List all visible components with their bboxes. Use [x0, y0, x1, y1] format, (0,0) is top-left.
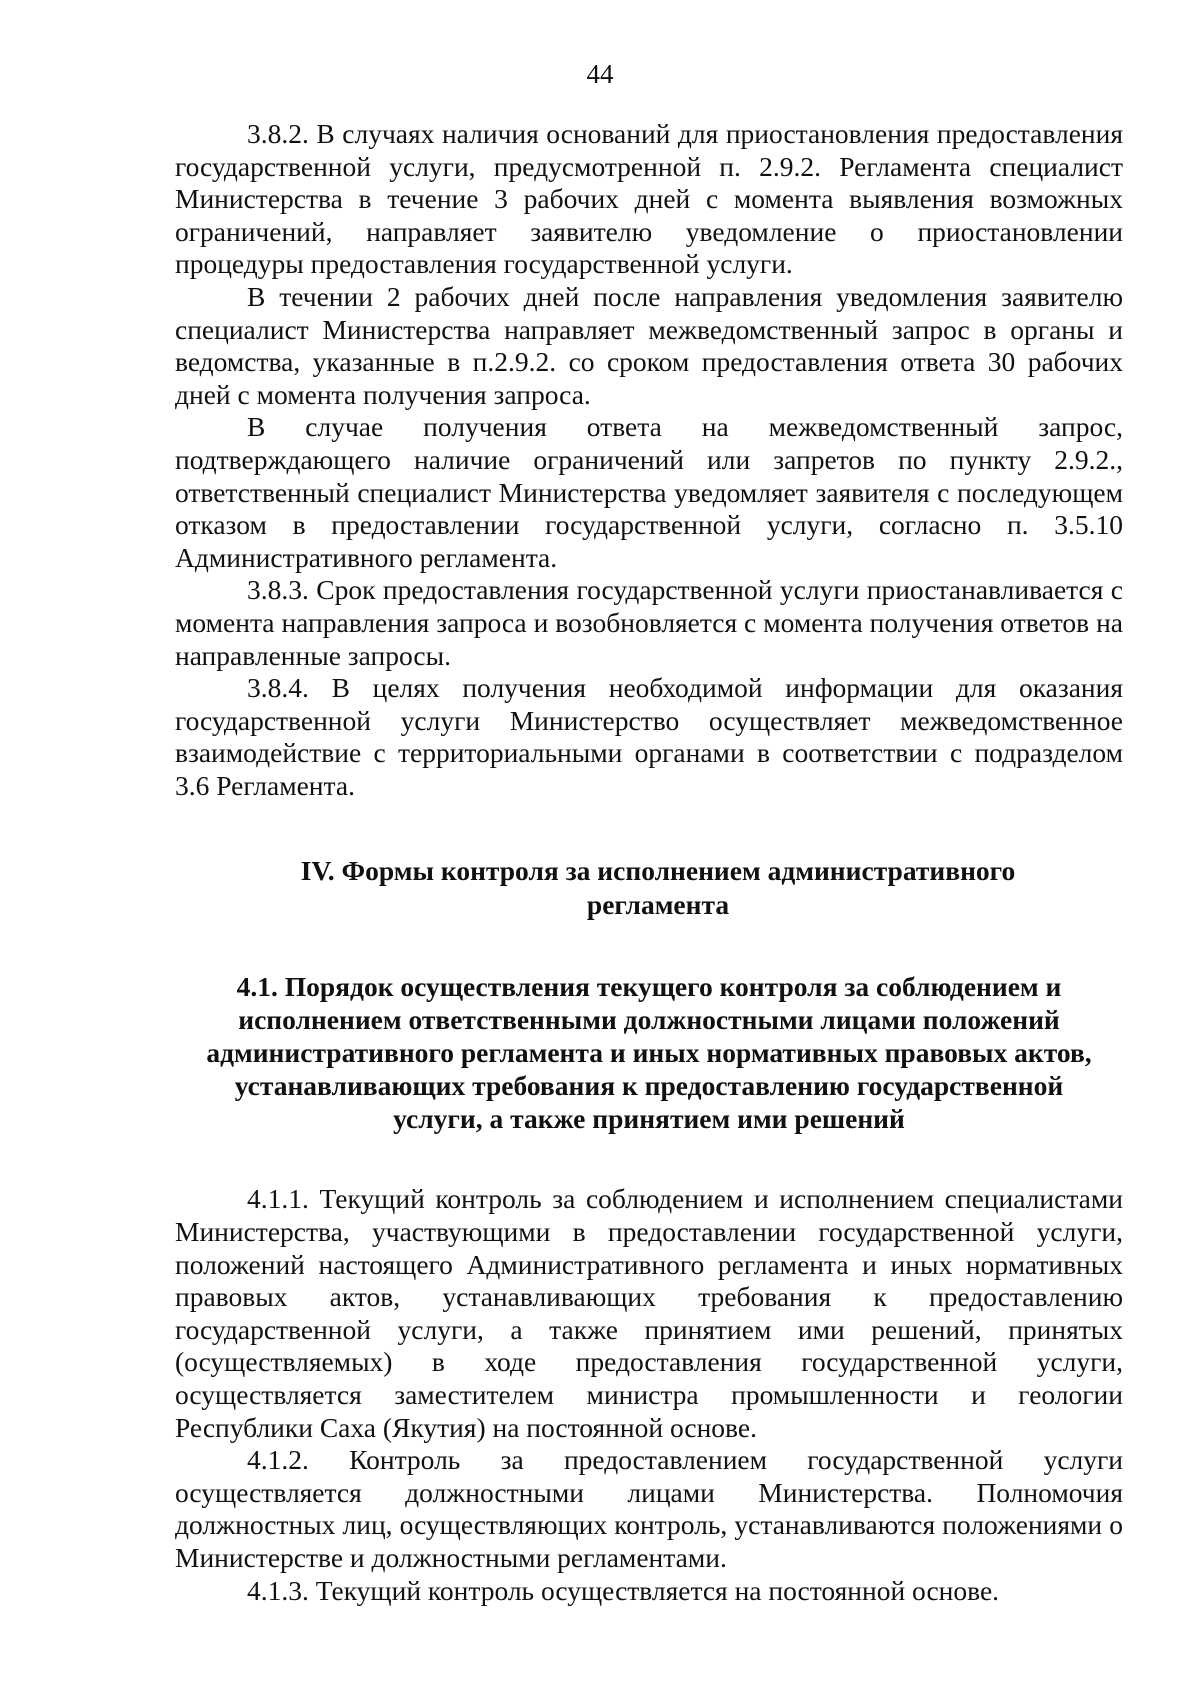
paragraph-3-8-3: 3.8.3. Срок предоставления государственной услуги приостанавливается с момента направления запроса и возобновляется с момента получения ответов на направленные запросы. — [175, 574, 1123, 671]
section-iv-heading — [175, 854, 1123, 922]
subsection-4-1-heading-line-4: устанавливающих требования к предоставлению государственной — [234, 1070, 1064, 1102]
subsection-4-1-heading-line-3: административного регламента и иных нормативных правовых актов, — [206, 1037, 1092, 1069]
page-number: 44 — [586, 59, 614, 89]
subsection-4-1-body — [175, 1183, 1123, 1607]
paragraph-interagency-request: В течении 2 рабочих дней после направления уведомления заявителю специалист Министерства направляет межведомственный запрос в органы и ведомства, указанные в п.2.9.2. со сроком предоставления ответа 30 рабочих дней с момента получения запроса. — [175, 280, 1123, 410]
section-iv-heading-line-1: IV. Формы контроля за исполнением административного — [300, 855, 1016, 887]
paragraph-3-8-4: 3.8.4. В целях получения необходимой информации для оказания государственной услуги Министерство осуществляет межведомственное взаимодействие с территориальными органами в соответствии с подразделом 3.6 Регламента. — [175, 672, 1123, 801]
paragraph-4-1-2: 4.1.2. Контроль за предоставлением государственной услуги осуществляется должностными лицами Министерства. Полномочия должностных лиц, осуществляющих контроль, устанавливаются положениями о Министерстве и должностными регламентами. — [175, 1444, 1123, 1573]
paragraph-3-8-2: 3.8.2. В случаях наличия оснований для приостановления предоставления государственной услуги, предусмотренной п. 2.9.2. Регламента специалист Министерства в течение 3 рабочих дней с момента выявления возможных ограничений, направляет заявителю уведомление о приостановлении процедуры предоставления государственной услуги. — [175, 118, 1123, 280]
paragraph-response-refusal: В случае получения ответа на межведомственный запрос, подтверждающего наличие ограничений или запретов по пункту 2.9.2., ответственный специалист Министерства уведомляет заявителя с последующем отказом в предоставлении государственной услуги, согласно п. 3.5.10 Административного регламента. — [175, 411, 1123, 573]
paragraph-4-1-1: 4.1.1. Текущий контроль за соблюдением и исполнением специалистами Министерства, участвующими в предоставлении государственной услуги, положений настоящего Административного регламента и иных нормативных правовых актов, устанавливающих требования к предоставлению государственной услуги, а также принятием ими решений, принятых (осуществляемых) в ходе предоставления государственной услуги, осуществляется заместителем министра промышленности и геологии Республики Саха (Якутия) на постоянной основе. — [175, 1183, 1123, 1443]
subsection-4-1-heading — [175, 970, 1123, 1135]
section-iv-heading-line-2: регламента — [586, 889, 730, 921]
subsection-4-1-heading-line-1: 4.1. Порядок осуществления текущего контроля за соблюдением и — [236, 971, 1062, 1003]
subsection-4-1-heading-line-2: исполнением ответственными должностными лицами положений — [238, 1004, 1060, 1036]
document-body — [175, 118, 1123, 1607]
paragraph-4-1-3: 4.1.3. Текущий контроль осуществляется на постоянной основе. — [247, 1574, 1000, 1606]
subsection-4-1-heading-line-5: услуги, а также принятием ими решений — [393, 1103, 905, 1135]
